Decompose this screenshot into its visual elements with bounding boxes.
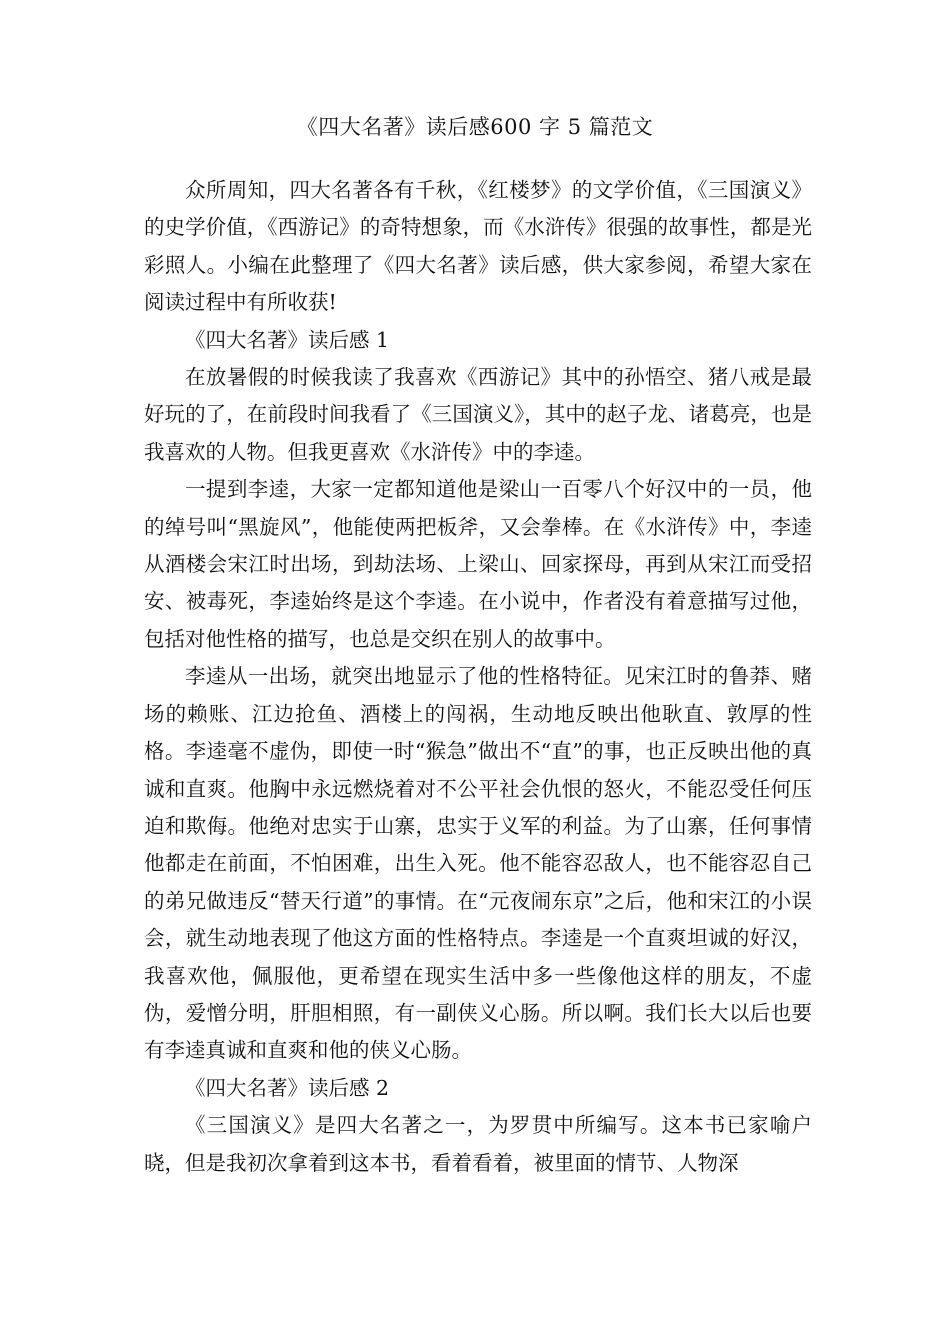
- body-paragraph: 一提到李逵，大家一定都知道他是梁山一百零八个好汉中的一员，他的绰号叫“黑旋风”，他能使两把板斧，又会拳棒。在《水浒传》中，李逵从酒楼会宋江时出场，到劫法场、上梁山、回家探母，再到从宋江而受招安、被毒死，李逵始终是这个李逵。在小说中，作者没有着意描写过他，包括对他性格的描写，也总是交织在别人的故事中。: [144, 477, 812, 651]
- intro-paragraph: 众所周知，四大名著各有千秋，《红楼梦》的文学价值，《三国演义》的史学价值，《西游记》的奇特想象，而《水浒传》很强的故事性，都是光彩照人。小编在此整理了《四大名著》读后感，供大家参阅，希望大家在阅读过程中有所收获!: [144, 178, 812, 315]
- document-body: [144, 172, 812, 1182]
- body-paragraph: 在放暑假的时候我读了我喜欢《西游记》其中的孙悟空、猪八戒是最好玩的了，在前段时间我看了《三国演义》，其中的赵子龙、诸葛亮，也是我喜欢的人物。但我更喜欢《水浒传》中的李逵。: [144, 365, 812, 464]
- body-paragraph: 《三国演义》是四大名著之一，为罗贯中所编写。这本书已家喻户晓，但是我初次拿着到这本书，看着看着，被里面的情节、人物深: [144, 1113, 812, 1175]
- document-title: 《四大名著》读后感600 字 5 篇范文: [296, 115, 654, 139]
- section-heading-2: 《四大名著》读后感 2: [185, 1075, 390, 1100]
- body-paragraph: 李逵从一出场，就突出地显示了他的性格特征。见宋江时的鲁莽、赌场的赖账、江边抢鱼、酒楼上的闯祸，生动地反映出他耿直、敦厚的性格。李逵毫不虚伪，即使一时“猴急”做出不“直”的事，也正反映出他的真诚和直爽。他胸中永远燃烧着对不公平社会仇恨的怒火，不能忍受任何压迫和欺侮。他绝对忠实于山寨，忠实于义军的利益。为了山寨，任何事情他都走在前面，不怕困难，出生入死。他不能容忍敌人，也不能容忍自己的弟兄做违反“替天行道”的事情。在“元夜闹东京”之后，他和宋江的小误会，就生动地表现了他这方面的性格特点。李逵是一个直爽坦诚的好汉，我喜欢他，佩服他，更希望在现实生活中多一些像他这样的朋友，不虚伪，爱憎分明，肝胆相照，有一副侠义心肠。所以啊。我们长大以后也要有李逵真诚和直爽和他的侠义心肠。: [144, 664, 812, 1063]
- section-heading-1: 《四大名著》读后感 1: [185, 327, 390, 352]
